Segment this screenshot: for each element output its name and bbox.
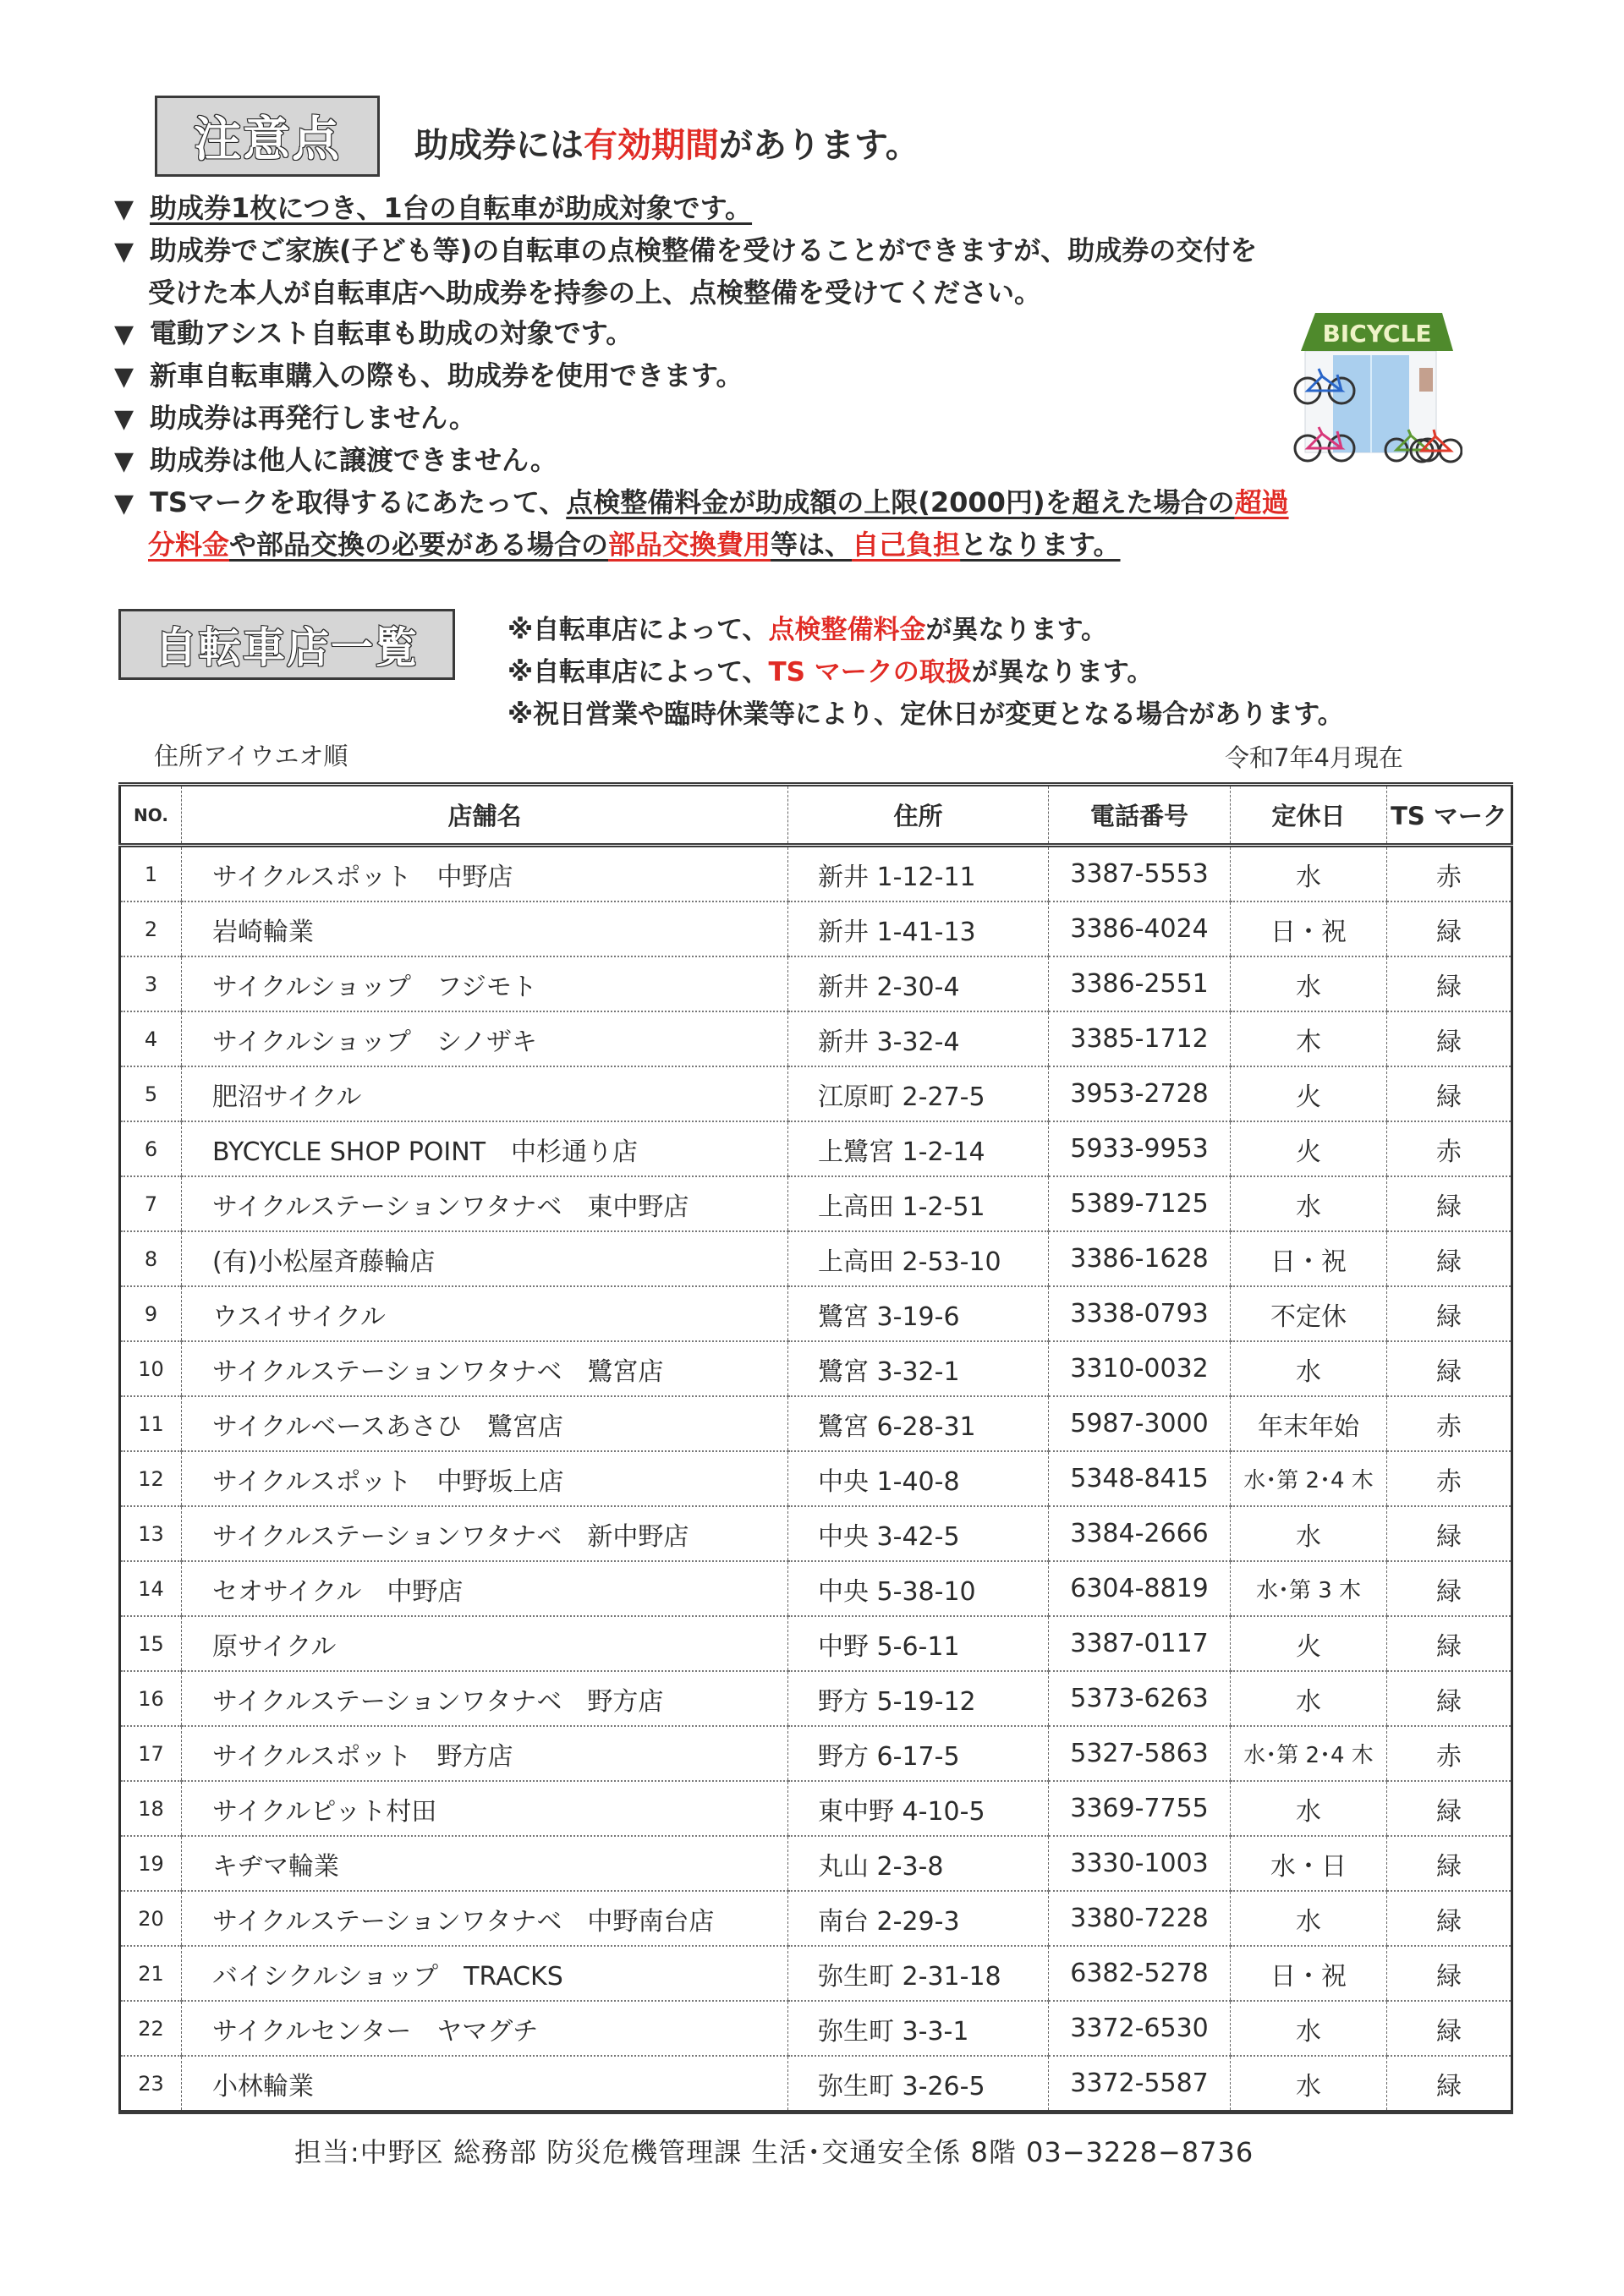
shop-address: 中野 5-6-11 bbox=[788, 1616, 1049, 1671]
ts-mark: 赤 bbox=[1387, 1451, 1512, 1506]
closed-day: 水 bbox=[1231, 2056, 1387, 2112]
bullet-text: 新車自転車購入の際も、助成券を使用できます。 bbox=[150, 359, 743, 392]
shop-name: セオサイクル 中野店 bbox=[182, 1561, 788, 1616]
table-row bbox=[120, 1506, 1512, 1561]
table-row bbox=[120, 2001, 1512, 2056]
shop-address: 上鷺宮 1-2-14 bbox=[788, 1121, 1049, 1176]
shop-name: キヂマ輪業 bbox=[182, 1836, 788, 1891]
closed-day: 水 bbox=[1231, 956, 1387, 1011]
ts-mark: 緑 bbox=[1387, 1781, 1512, 1836]
bullet-item bbox=[114, 188, 1501, 230]
closed-day: 水 bbox=[1231, 1506, 1387, 1561]
shop-phone: 5933-9953 bbox=[1049, 1121, 1231, 1176]
shop-address: 鷺宮 6-28-31 bbox=[788, 1396, 1049, 1451]
ts-mark: 緑 bbox=[1387, 1671, 1512, 1726]
ts-mark: 赤 bbox=[1387, 1396, 1512, 1451]
ts-mark: 緑 bbox=[1387, 1341, 1512, 1396]
table-row bbox=[120, 1451, 1512, 1506]
note-text: ※祝日営業や臨時休業等により、定休日が変更となる場合があります。 bbox=[508, 699, 1344, 730]
shop-address: 鷺宮 3-32-1 bbox=[788, 1341, 1049, 1396]
ts-mark: 緑 bbox=[1387, 1066, 1512, 1121]
shop-phone: 5373-6263 bbox=[1049, 1671, 1231, 1726]
shop-address: 新井 1-12-11 bbox=[788, 846, 1049, 902]
ts-mark: 緑 bbox=[1387, 1616, 1512, 1671]
row-number: 22 bbox=[120, 2001, 182, 2056]
shop-address: 中央 1-40-8 bbox=[788, 1451, 1049, 1506]
closed-day: 水・日 bbox=[1231, 1836, 1387, 1891]
header-no: NO. bbox=[120, 785, 182, 846]
row-number: 13 bbox=[120, 1506, 182, 1561]
shop-address: 中央 3-42-5 bbox=[788, 1506, 1049, 1561]
ts-mark: 緑 bbox=[1387, 2056, 1512, 2112]
ts-mark: 緑 bbox=[1387, 1561, 1512, 1616]
shop-phone: 3330-1003 bbox=[1049, 1836, 1231, 1891]
row-number: 23 bbox=[138, 2071, 164, 2096]
table-row bbox=[120, 1231, 1512, 1286]
row-number: 9 bbox=[120, 1286, 182, 1341]
bullet-text-red: 分料金 bbox=[148, 529, 230, 561]
ts-mark: 緑 bbox=[1387, 1231, 1512, 1286]
table-row bbox=[120, 1726, 1512, 1781]
row-number: 7 bbox=[120, 1176, 182, 1231]
ts-mark: 赤 bbox=[1387, 846, 1512, 902]
bullet-text-underlined: となります。 bbox=[960, 529, 1121, 561]
shop-address: 弥生町 2-31-18 bbox=[788, 1946, 1049, 2001]
shop-phone: 3380-7228 bbox=[1049, 1891, 1231, 1946]
shop-address: 新井 1-41-13 bbox=[788, 901, 1049, 956]
shop-phone: 5987-3000 bbox=[1049, 1396, 1231, 1451]
down-triangle-icon: ▼ bbox=[114, 362, 134, 392]
ts-mark: 緑 bbox=[1387, 1286, 1512, 1341]
shop-note bbox=[508, 609, 1344, 651]
bicycle-shop-illustration bbox=[1254, 296, 1462, 465]
table-row bbox=[120, 1781, 1512, 1836]
table-row bbox=[120, 1286, 1512, 1341]
shop-phone: 5389-7125 bbox=[1049, 1176, 1231, 1231]
headline-post: があります。 bbox=[719, 126, 919, 165]
bullet-item bbox=[114, 482, 1501, 524]
shop-note bbox=[508, 693, 1344, 736]
table-row bbox=[120, 1891, 1512, 1946]
shop-name: サイクルステーションワタナベ 野方店 bbox=[182, 1671, 788, 1726]
shop-phone: 3386-1628 bbox=[1049, 1231, 1231, 1286]
bullet-text: 助成券1枚につき、1台の自転車が助成対象です。 bbox=[150, 192, 753, 224]
shop-address: 丸山 2-3-8 bbox=[788, 1836, 1049, 1891]
shop-name: サイクルスポット 中野坂上店 bbox=[182, 1451, 788, 1506]
note-text: ※自転車店によって、 bbox=[508, 615, 769, 645]
shop-phone: 3386-4024 bbox=[1049, 901, 1231, 956]
shop-phone: 3372-5587 bbox=[1049, 2056, 1231, 2112]
closed-day: 水･第 2･4 木 bbox=[1231, 1451, 1387, 1506]
shop-phone: 6382-5278 bbox=[1049, 1946, 1231, 2001]
table-row bbox=[120, 846, 1512, 902]
table-row bbox=[120, 1121, 1512, 1176]
ts-mark: 緑 bbox=[1387, 1011, 1512, 1066]
closed-day: 火 bbox=[1231, 1121, 1387, 1176]
bullet-text-red: 部品交換費用 bbox=[608, 529, 771, 561]
down-triangle-icon: ▼ bbox=[114, 404, 134, 434]
shop-name: (有)小松屋斉藤輪店 bbox=[182, 1231, 788, 1286]
ts-mark: 緑 bbox=[1387, 901, 1512, 956]
bullet-text: 助成券は他人に譲渡できません。 bbox=[150, 444, 557, 476]
closed-day: 日・祝 bbox=[1231, 1946, 1387, 2001]
shop-name: 岩崎輪業 bbox=[182, 901, 788, 956]
shop-name: サイクルスポット 野方店 bbox=[182, 1726, 788, 1781]
shop-name: サイクルセンター ヤマグチ bbox=[182, 2001, 788, 2056]
down-triangle-icon: ▼ bbox=[114, 195, 134, 224]
table-row bbox=[120, 2056, 1512, 2112]
closed-day: 不定休 bbox=[1231, 1286, 1387, 1341]
row-number: 10 bbox=[120, 1341, 182, 1396]
down-triangle-icon: ▼ bbox=[114, 237, 134, 266]
shop-name: 原サイクル bbox=[182, 1616, 788, 1671]
shop-name: サイクルステーションワタナベ 鷺宮店 bbox=[182, 1341, 788, 1396]
closed-day: 水 bbox=[1231, 846, 1387, 902]
shop-phone: 3369-7755 bbox=[1049, 1781, 1231, 1836]
table-row bbox=[120, 1011, 1512, 1066]
ts-mark: 緑 bbox=[1387, 1506, 1512, 1561]
row-number: 15 bbox=[120, 1616, 182, 1671]
closed-day: 水 bbox=[1231, 2001, 1387, 2056]
closed-day: 水 bbox=[1231, 1891, 1387, 1946]
table-row bbox=[120, 1561, 1512, 1616]
bullet-text-underlined: や部品交換の必要がある場合の bbox=[229, 529, 609, 561]
contact-footer: 担当:中野区 総務部 防災危機管理課 生活･交通安全係 8階 03−3228−8736 bbox=[294, 2136, 1254, 2168]
sort-order-label: 住所アイウエオ順 bbox=[154, 742, 348, 770]
table-row bbox=[120, 1066, 1512, 1121]
shop-phone: 3372-6530 bbox=[1049, 2001, 1231, 2056]
headline-pre: 助成券には bbox=[414, 126, 584, 165]
table-row bbox=[120, 1176, 1512, 1231]
shop-phone: 3386-2551 bbox=[1049, 956, 1231, 1011]
down-triangle-icon: ▼ bbox=[114, 447, 134, 476]
row-number: 2 bbox=[120, 901, 182, 956]
note-text: が異なります。 bbox=[925, 615, 1108, 645]
bullet-text-underlined: 点検整備料金が助成額の上限(2000円)を超えた場合の bbox=[566, 486, 1235, 518]
closed-day: 水･第 3 木 bbox=[1231, 1561, 1387, 1616]
row-number: 18 bbox=[120, 1781, 182, 1836]
shop-address: 中央 5-38-10 bbox=[788, 1561, 1049, 1616]
bullet-text-underlined: 等は、 bbox=[771, 529, 853, 561]
shop-phone: 3384-2666 bbox=[1049, 1506, 1231, 1561]
header-shop-name: 店舗名 bbox=[182, 785, 788, 846]
shop-phone: 3387-0117 bbox=[1049, 1616, 1231, 1671]
header-closed-day: 定休日 bbox=[1231, 785, 1387, 846]
table-row bbox=[120, 1946, 1512, 2001]
table-row bbox=[120, 1836, 1512, 1891]
shop-address: 弥生町 3-26-5 bbox=[788, 2056, 1049, 2112]
bullet-text-red: 超過 bbox=[1234, 486, 1289, 518]
shop-address: 南台 2-29-3 bbox=[788, 1891, 1049, 1946]
shop-phone: 3387-5553 bbox=[1049, 846, 1231, 902]
shop-name: 小林輪業 bbox=[182, 2056, 788, 2112]
table-row bbox=[120, 1671, 1512, 1726]
closed-day: 水 bbox=[1231, 1781, 1387, 1836]
shop-address: 鷺宮 3-19-6 bbox=[788, 1286, 1049, 1341]
row-number: 14 bbox=[120, 1561, 182, 1616]
shop-name: 肥沼サイクル bbox=[182, 1066, 788, 1121]
note-text: ※自転車店によって、 bbox=[508, 657, 769, 688]
shop-notice-board bbox=[1419, 368, 1433, 392]
shop-name: サイクルショップ フジモト bbox=[182, 956, 788, 1011]
row-number: 17 bbox=[120, 1726, 182, 1781]
shop-name: サイクルステーションワタナベ 中野南台店 bbox=[182, 1891, 788, 1946]
shop-name: サイクルベースあさひ 鷺宮店 bbox=[182, 1396, 788, 1451]
shop-address: 江原町 2-27-5 bbox=[788, 1066, 1049, 1121]
ts-mark: 緑 bbox=[1387, 2001, 1512, 2056]
headline-highlight: 有効期間 bbox=[584, 126, 719, 165]
header-ts-mark: TS マーク bbox=[1387, 785, 1512, 846]
note-highlight: 点検整備料金 bbox=[768, 615, 926, 645]
shop-address: 東中野 4-10-5 bbox=[788, 1781, 1049, 1836]
bullet-item bbox=[114, 230, 1501, 272]
row-number: 19 bbox=[120, 1836, 182, 1891]
ts-mark: 緑 bbox=[1387, 1836, 1512, 1891]
row-number: 20 bbox=[120, 1891, 182, 1946]
shop-name: サイクルショップ シノザキ bbox=[182, 1011, 788, 1066]
table-row bbox=[120, 901, 1512, 956]
shop-address: 新井 3-32-4 bbox=[788, 1011, 1049, 1066]
bullet-continuation bbox=[114, 524, 1501, 565]
closed-day: 水 bbox=[1231, 1671, 1387, 1726]
shop-name: サイクルステーションワタナベ 新中野店 bbox=[182, 1506, 788, 1561]
row-number: 12 bbox=[120, 1451, 182, 1506]
shop-phone: 3310-0032 bbox=[1049, 1341, 1231, 1396]
shop-name: サイクルピット村田 bbox=[182, 1781, 788, 1836]
row-number: 21 bbox=[120, 1946, 182, 2001]
shop-name: サイクルステーションワタナベ 東中野店 bbox=[182, 1176, 788, 1231]
row-number: 16 bbox=[120, 1671, 182, 1726]
ts-mark: 赤 bbox=[1387, 1121, 1512, 1176]
validity-headline bbox=[414, 118, 919, 167]
header-address: 住所 bbox=[788, 785, 1049, 846]
down-triangle-icon: ▼ bbox=[114, 320, 134, 349]
bullet-text: 電動アシスト自転車も助成の対象です。 bbox=[150, 317, 634, 349]
shop-note bbox=[508, 651, 1344, 693]
table-row bbox=[120, 1341, 1512, 1396]
row-number: 3 bbox=[120, 956, 182, 1011]
shop-phone: 3385-1712 bbox=[1049, 1011, 1231, 1066]
shop-phone: 6304-8819 bbox=[1049, 1561, 1231, 1616]
shop-phone: 3338-0793 bbox=[1049, 1286, 1231, 1341]
shop-address: 野方 5-19-12 bbox=[788, 1671, 1049, 1726]
shop-sign-text: BICYCLE bbox=[1322, 320, 1432, 348]
ts-mark: 緑 bbox=[1387, 1891, 1512, 1946]
ts-mark: 緑 bbox=[1387, 956, 1512, 1011]
closed-day: 水 bbox=[1231, 1341, 1387, 1396]
header-phone: 電話番号 bbox=[1049, 785, 1231, 846]
bullet-text: TSマークを取得するにあたって、 bbox=[150, 486, 567, 518]
shop-name: サイクルスポット 中野店 bbox=[182, 846, 788, 902]
bullet-text: 助成券は再発行しません。 bbox=[150, 402, 476, 434]
shop-phone: 5348-8415 bbox=[1049, 1451, 1231, 1506]
closed-day: 水･第 2･4 木 bbox=[1231, 1726, 1387, 1781]
bicycle-shop-table bbox=[118, 782, 1513, 2114]
note-text: が異なります。 bbox=[971, 657, 1154, 688]
notes-section-title: 注意点 bbox=[155, 96, 380, 177]
ts-mark: 赤 bbox=[1387, 1726, 1512, 1781]
table-header-row bbox=[120, 785, 1512, 846]
shop-notes bbox=[508, 609, 1344, 736]
closed-day: 木 bbox=[1231, 1011, 1387, 1066]
bullet-text: 受けた本人が自転車店へ助成券を持参の上、点検整備を受けてください。 bbox=[148, 277, 1042, 309]
closed-day: 年末年始 bbox=[1231, 1396, 1387, 1451]
shop-phone: 5327-5863 bbox=[1049, 1726, 1231, 1781]
row-number: 1 bbox=[120, 846, 182, 902]
table-row bbox=[120, 956, 1512, 1011]
row-number: 4 bbox=[120, 1011, 182, 1066]
shop-list-title: 自転車店一覧 bbox=[118, 609, 455, 680]
shop-phone: 3953-2728 bbox=[1049, 1066, 1231, 1121]
table-row bbox=[120, 1616, 1512, 1671]
table-row bbox=[120, 1396, 1512, 1451]
closed-day: 日・祝 bbox=[1231, 901, 1387, 956]
row-number: 8 bbox=[120, 1231, 182, 1286]
down-triangle-icon: ▼ bbox=[114, 489, 134, 518]
row-number: 11 bbox=[120, 1396, 182, 1451]
bullet-text-red: 自己負担 bbox=[852, 529, 961, 561]
closed-day: 火 bbox=[1231, 1616, 1387, 1671]
shop-address: 上高田 2-53-10 bbox=[788, 1231, 1049, 1286]
shop-name: バイシクルショップ TRACKS bbox=[182, 1946, 788, 2001]
closed-day: 日・祝 bbox=[1231, 1231, 1387, 1286]
row-number: 6 bbox=[120, 1121, 182, 1176]
shop-address: 新井 2-30-4 bbox=[788, 956, 1049, 1011]
shop-address: 上高田 1-2-51 bbox=[788, 1176, 1049, 1231]
shop-address: 野方 6-17-5 bbox=[788, 1726, 1049, 1781]
ts-mark: 緑 bbox=[1387, 1176, 1512, 1231]
shop-name: ウスイサイクル bbox=[182, 1286, 788, 1341]
bullet-text: 助成券でご家族(子ども等)の自転車の点検整備を受けることができますが、助成券の交付を bbox=[150, 234, 1258, 266]
closed-day: 火 bbox=[1231, 1066, 1387, 1121]
note-highlight: TS マークの取扱 bbox=[768, 657, 972, 688]
as-of-date: 令和7年4月現在 bbox=[1225, 743, 1403, 772]
ts-mark: 緑 bbox=[1387, 1946, 1512, 2001]
closed-day: 水 bbox=[1231, 1176, 1387, 1231]
row-number: 5 bbox=[120, 1066, 182, 1121]
shop-address: 弥生町 3-3-1 bbox=[788, 2001, 1049, 2056]
shop-name: BYCYCLE SHOP POINT 中杉通り店 bbox=[182, 1121, 788, 1176]
